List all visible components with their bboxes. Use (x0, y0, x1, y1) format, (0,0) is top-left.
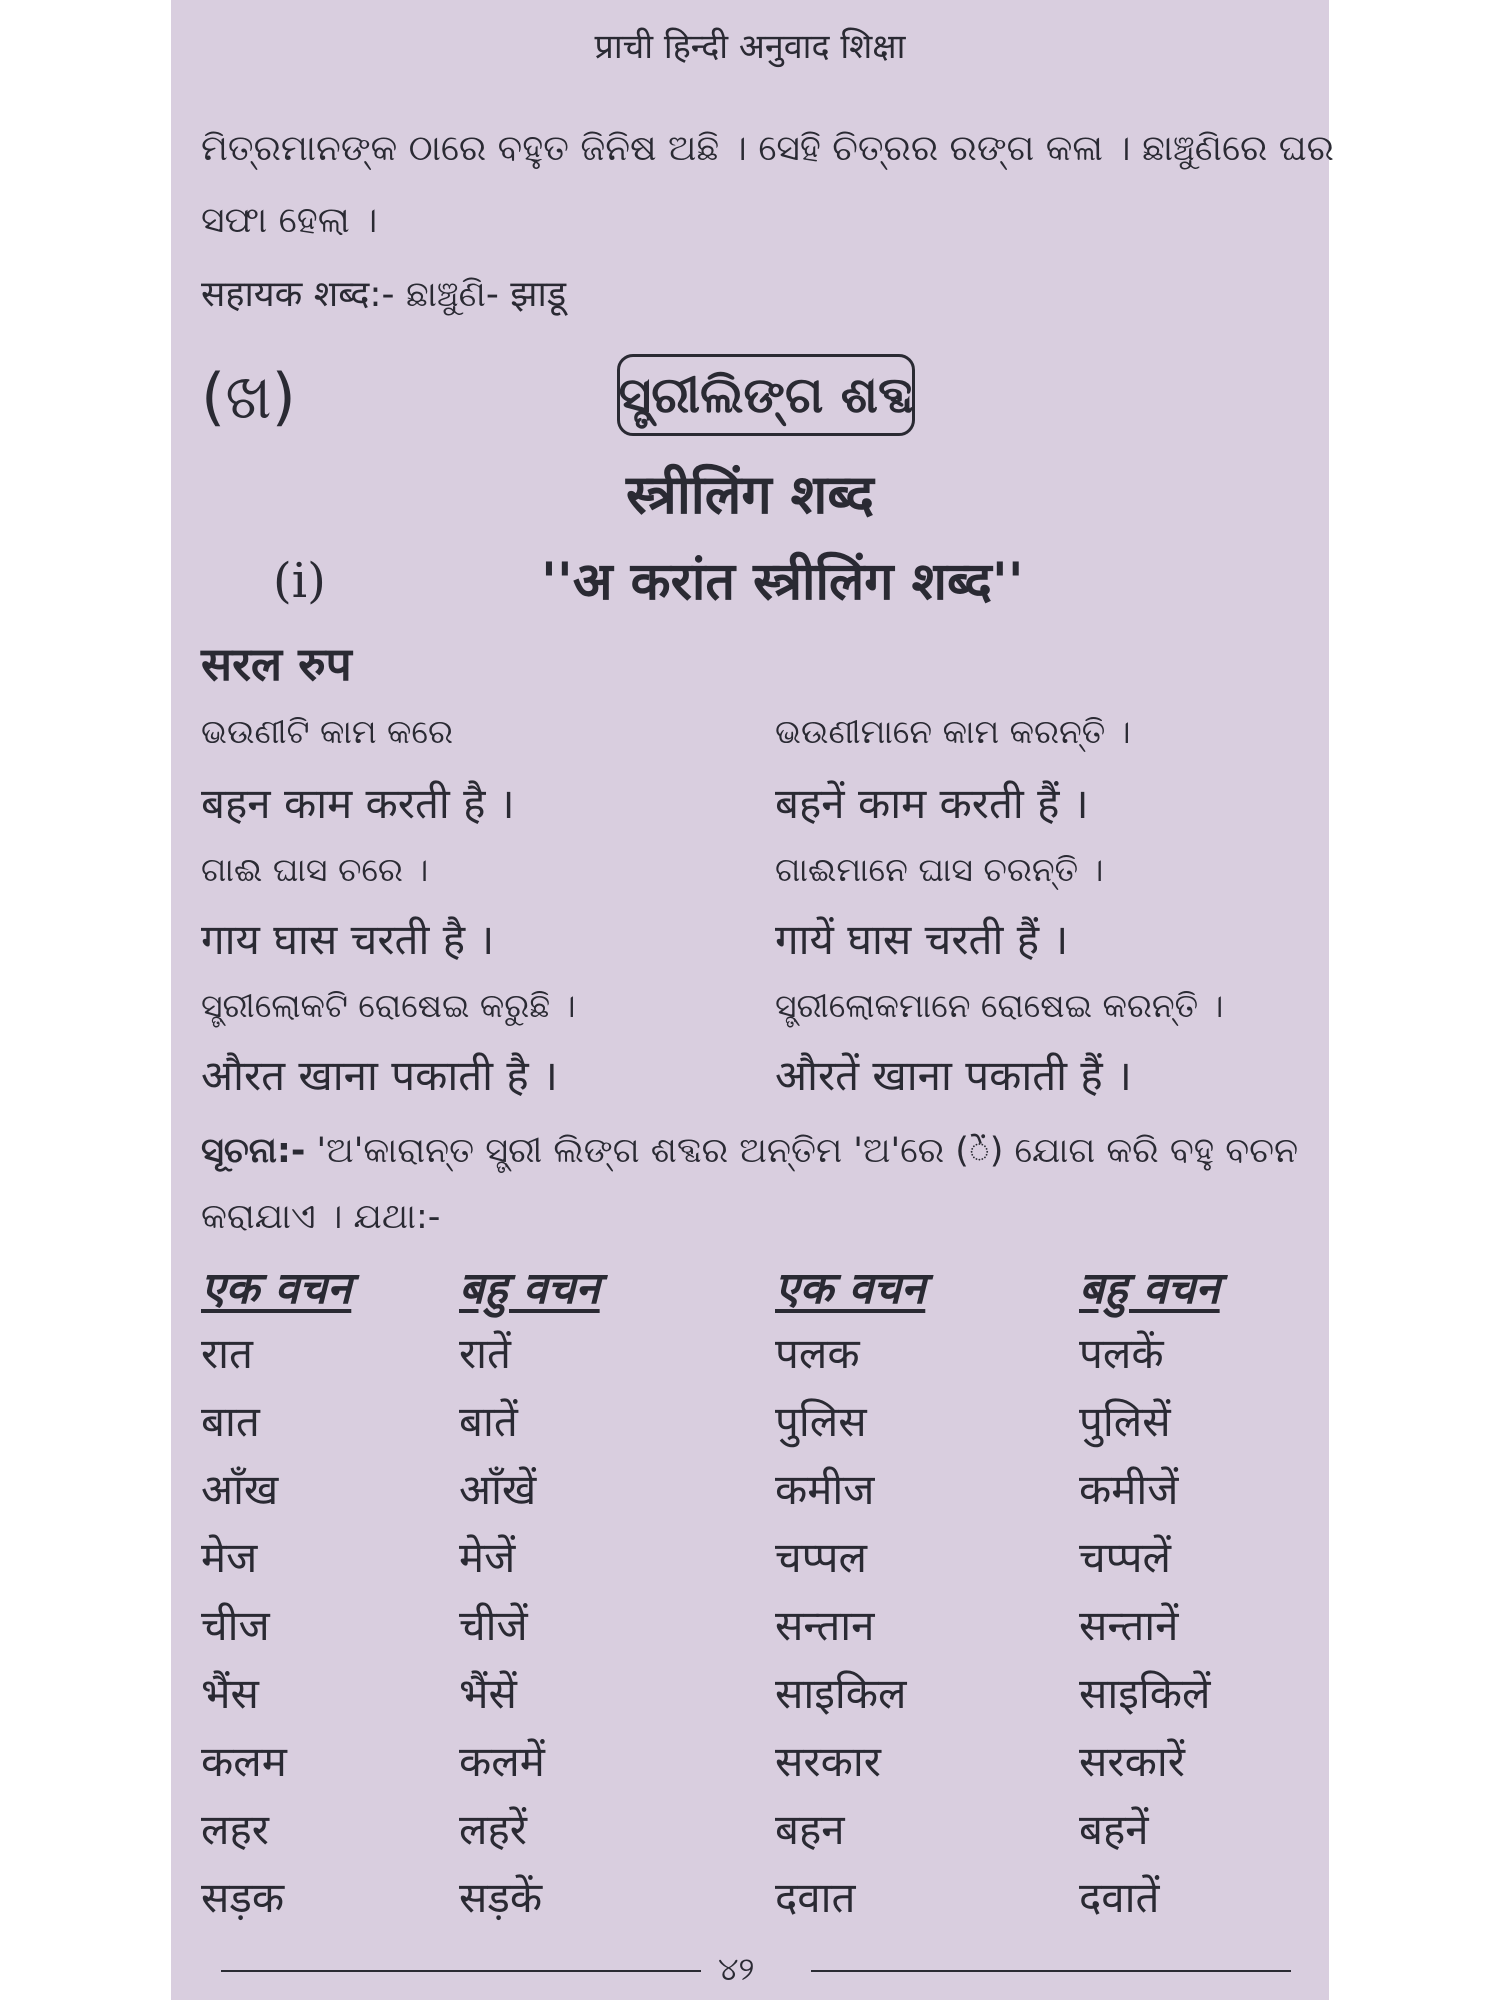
word-singular: बहन (775, 1805, 845, 1854)
word-singular: सड़क (201, 1873, 285, 1922)
word-plural: आँखें (459, 1465, 537, 1514)
column-header-plural: बहु वचन (459, 1263, 600, 1314)
word-plural: पुलिसें (1079, 1397, 1171, 1446)
word-singular: पुलिस (775, 1397, 867, 1446)
word-plural: सन्तानें (1079, 1601, 1179, 1650)
column-header-plural: बहु वचन (1079, 1263, 1220, 1314)
subsection-title: ''अ करांत स्त्रीलिंग शब्द'' (541, 552, 1024, 612)
word-plural: लहरें (459, 1805, 527, 1854)
word-plural: मेजें (459, 1533, 516, 1582)
word-plural: रातें (459, 1329, 511, 1378)
footer-rule-left (221, 1970, 701, 1972)
note-label: ସୂଚନା:- (201, 1131, 306, 1171)
word-singular: लहर (201, 1805, 269, 1854)
example-left: ସ୍ତ୍ରୀଲୋକଟି ରୋଷେଇ କରୁଛି । (201, 986, 576, 1025)
example-right: ସ୍ତ୍ରୀଲୋକମାନେ ରୋଷେଇ କରନ୍ତି । (775, 986, 1224, 1025)
sarala-rupa-heading: सरल रुप (201, 637, 352, 691)
column-header-singular: एक वचन (201, 1263, 352, 1314)
word-plural: कमीजें (1079, 1465, 1179, 1514)
word-singular: बात (201, 1397, 260, 1446)
word-plural: चप्पलें (1079, 1533, 1171, 1582)
hindi-section-title: स्त्रीलिंग शब्द (626, 463, 874, 526)
word-plural: चीजें (459, 1601, 528, 1650)
example-right: ଭଉଣୀମାନେ କାମ କରନ୍ତି । (775, 712, 1131, 751)
word-plural: सरकारें (1079, 1737, 1185, 1786)
word-singular: चप्पल (775, 1533, 867, 1582)
word-plural: बहनें (1079, 1805, 1149, 1854)
word-plural: कलमें (459, 1737, 545, 1786)
word-singular: मेज (201, 1533, 258, 1582)
odia-section-title (617, 354, 915, 436)
word-plural: सड़कें (459, 1873, 543, 1922)
example-left: गाय घास चरती है । (201, 915, 495, 964)
intro-line-1: ମିତ୍ରମାନଙ୍କ ଠାରେ ବହୁତ ଜିନିଷ ଅଛି । ସେହି ଚିତ୍ରର ରଙ୍ଗ କଳା । ଛାଞ୍ଚୁଣିରେ ଘର (201, 128, 1334, 169)
example-left: बहन काम करती है । (201, 779, 515, 828)
example-left: ଗାଈ ଘାସ ଚରେ । (201, 850, 429, 889)
helper-words: सहायक शब्द:- ଛାଞ୍ଚୁଣି- झाडू (201, 274, 567, 315)
word-singular: सरकार (775, 1737, 881, 1786)
intro-line-2: ସଫା ହେଲା । (201, 200, 378, 241)
word-singular: रात (201, 1329, 253, 1378)
running-header: प्राची हिन्दी अनुवाद शिक्षा (594, 27, 906, 67)
word-singular: साइकिल (775, 1669, 907, 1718)
word-plural: पलकें (1079, 1329, 1164, 1378)
word-plural: दवातें (1079, 1873, 1160, 1922)
example-left: औरत खाना पकाती है । (201, 1051, 558, 1100)
word-plural: बातें (459, 1397, 518, 1446)
note-paragraph (201, 1118, 1321, 1250)
note-text: 'ଅ'କାରାନ୍ତ ସ୍ତ୍ରୀ ଲିଙ୍ଗ ଶବ୍ଦର ଅନ୍ତିମ 'ଅ'ରେ (ें) ଯୋଗ କରି ବହୁ ବଚନ କରାଯାଏ । ଯଥା:- (201, 1131, 1299, 1237)
word-singular: दवात (775, 1873, 856, 1922)
example-right: ଗାଈମାନେ ଘାସ ଚରନ୍ତି । (775, 850, 1104, 889)
example-right: गायें घास चरती हैं । (775, 915, 1069, 964)
example-left: ଭଉଣୀଟି କାମ କରେ (201, 712, 453, 751)
word-singular: कमीज (775, 1465, 875, 1514)
page-number: ୪୨ (718, 1950, 755, 1988)
example-right: बहनें काम करती हैं । (775, 779, 1089, 828)
word-singular: सन्तान (775, 1601, 875, 1650)
word-singular: कलम (201, 1737, 287, 1786)
word-plural: भैंसें (459, 1669, 517, 1718)
odia-section-title-text: ସ୍ତ୍ରୀଲିଙ୍ଗ ଶବ୍ଦ (618, 365, 914, 424)
subsection-number: (i) (273, 553, 326, 609)
column-header-singular: एक वचन (775, 1263, 926, 1314)
word-plural: साइकिलें (1079, 1669, 1211, 1718)
word-singular: भैंस (201, 1669, 259, 1718)
book-page (171, 0, 1334, 2000)
word-singular: चीज (201, 1601, 270, 1650)
footer-rule-right (811, 1970, 1291, 1972)
word-singular: पलक (775, 1329, 860, 1378)
section-label: (ଖ) (201, 360, 296, 433)
word-singular: आँख (201, 1465, 279, 1514)
example-right: औरतें खाना पकाती हैं । (775, 1051, 1132, 1100)
